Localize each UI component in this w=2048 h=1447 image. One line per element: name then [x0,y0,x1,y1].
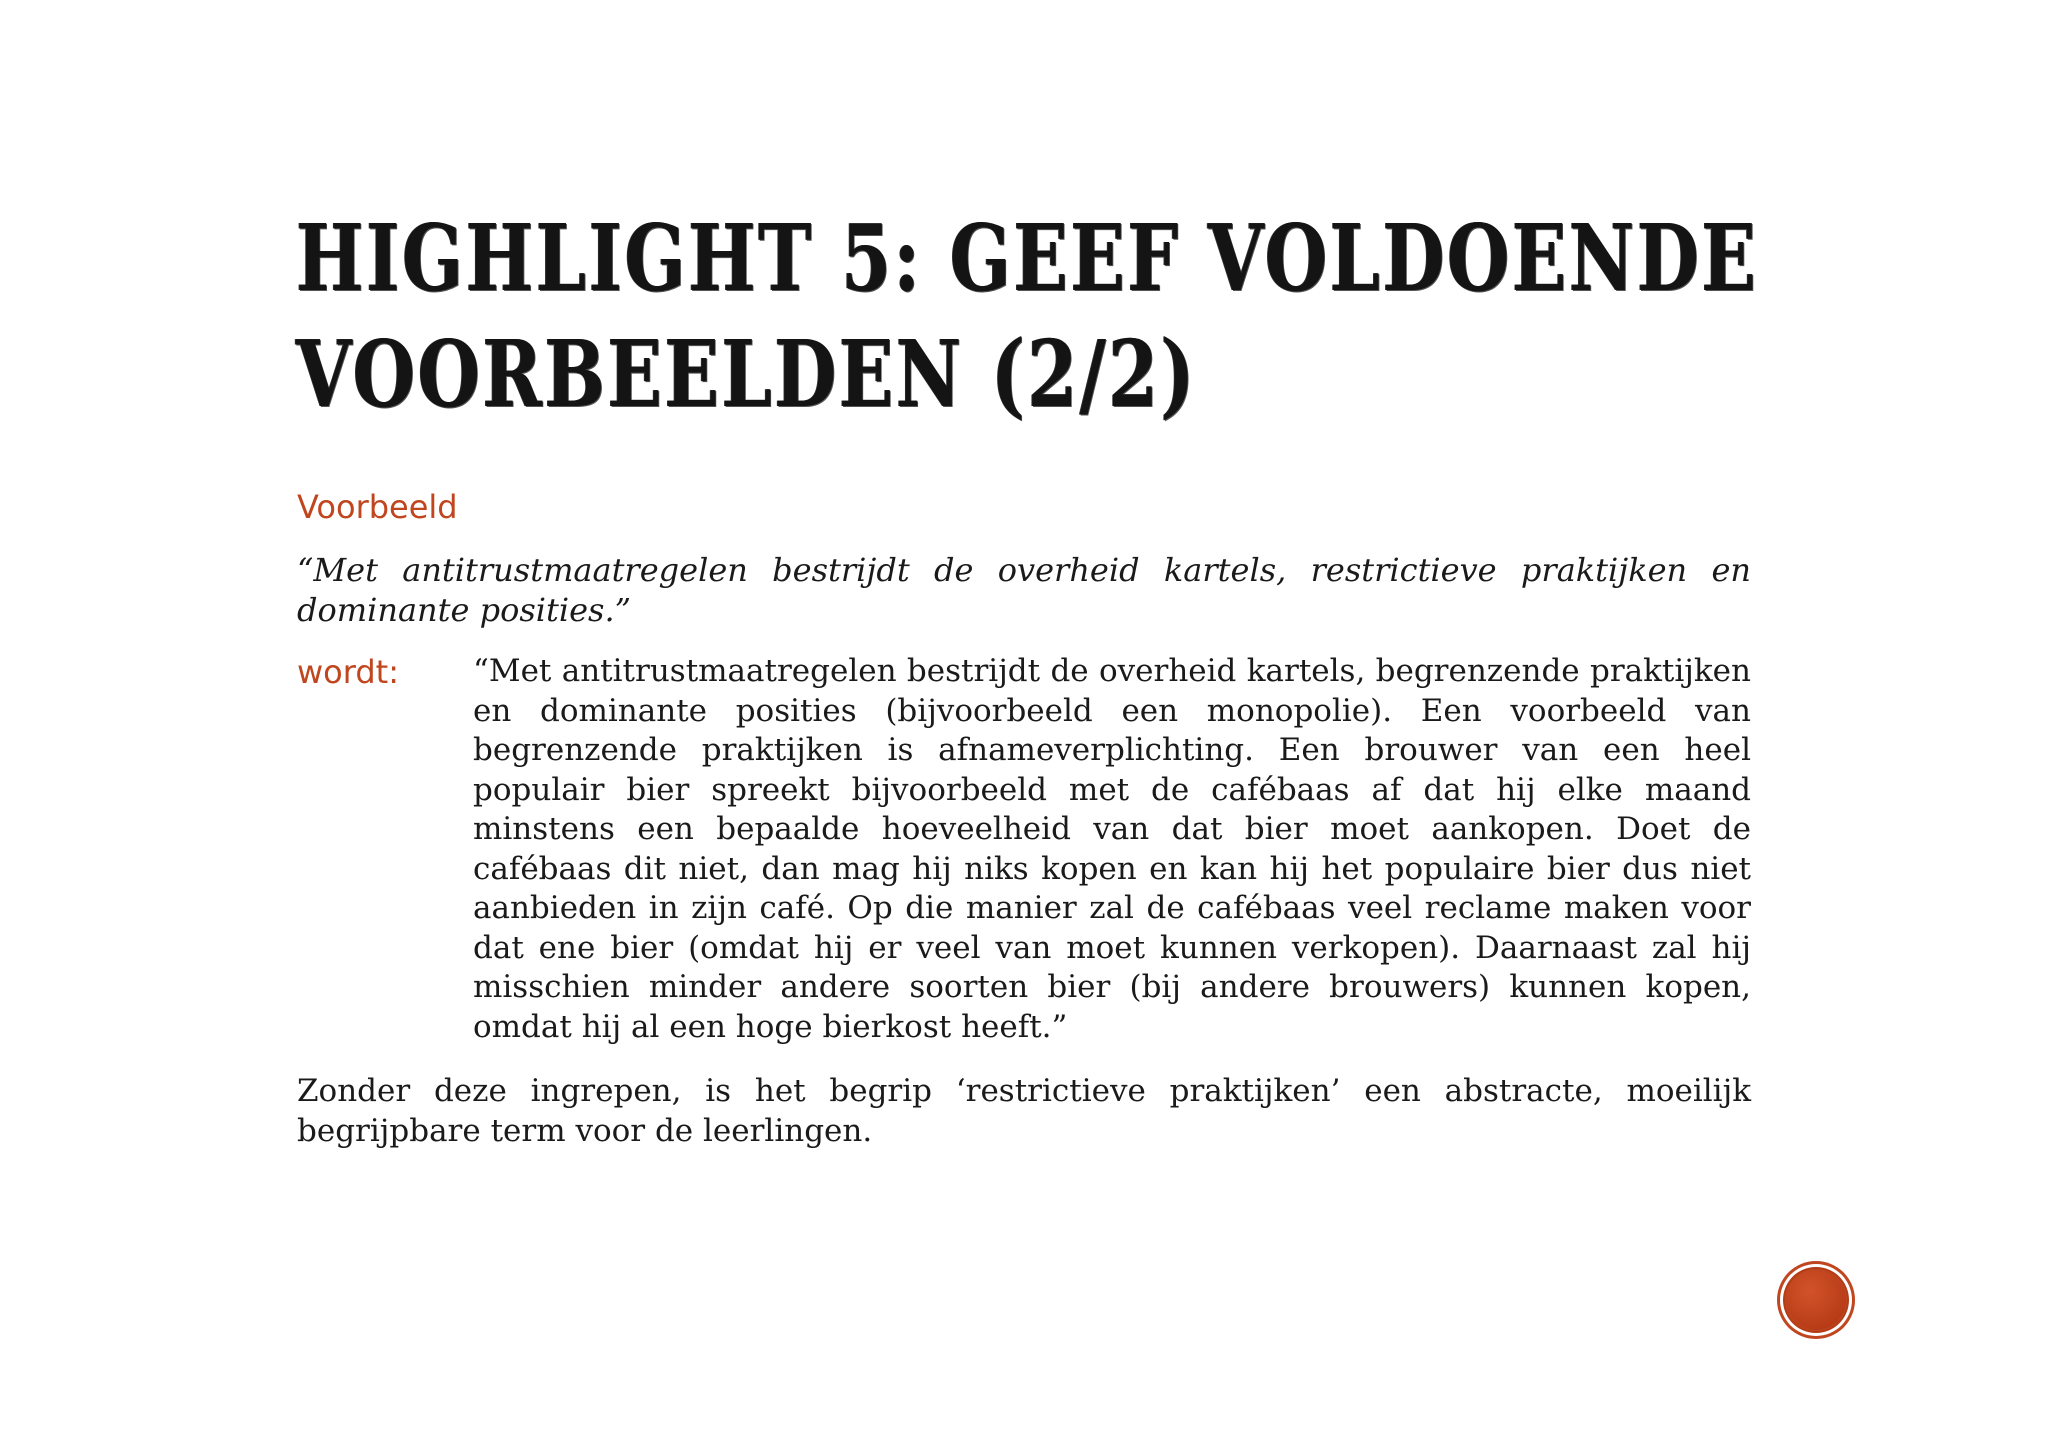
original-quote: “Met antitrustmaatregelen bestrijdt de overheid kartels, restrictieve praktijken en dominante posities.” [297,551,1751,629]
slide-title-line-1: HIGHLIGHT 5: GEEF VOLDOENDE [296,204,1759,312]
rewritten-quote: “Met antitrustmaatregelen bestrijdt de overheid kartels, begrenzende praktijken en dominante posities (bijvoorbeeld een monopolie). Een voorbeeld van begrenzende praktijken is afnameverplichting. Een brouwer van een heel populair bier spreekt bijvoorbeeld met de cafébaas af dat hij elke maand minstens een bepaalde hoeveelheid van dat bier moet aankopen. Doet de cafébaas dit niet, dan mag hij niks kopen en kan hij het populaire bier dus niet aanbieden in zijn café. Op die manier zal de cafébaas veel reclame maken voor dat ene bier (omdat hij er veel van moet kunnen verkopen). Daarnaast zal hij misschien minder andere soorten bier (bij andere brouwers) kunnen kopen, omdat hij al een hoge bierkost heeft.” [473,653,1751,1045]
wordt-label: wordt: [297,653,399,691]
rewrite-block [297,652,1751,1047]
closing-text: Zonder deze ingrepen, is het begrip ‘restrictieve praktijken’ een abstracte, moeilijk begrijpbare term voor de leerlingen. [297,1073,1751,1149]
section-label: Voorbeeld [297,488,458,526]
slide-title [296,200,1759,432]
slide-content [297,486,1751,1151]
red-circle-badge-icon [1780,1264,1852,1336]
slide-title-line-2: VOORBEELDEN (2/2) [296,320,1197,428]
